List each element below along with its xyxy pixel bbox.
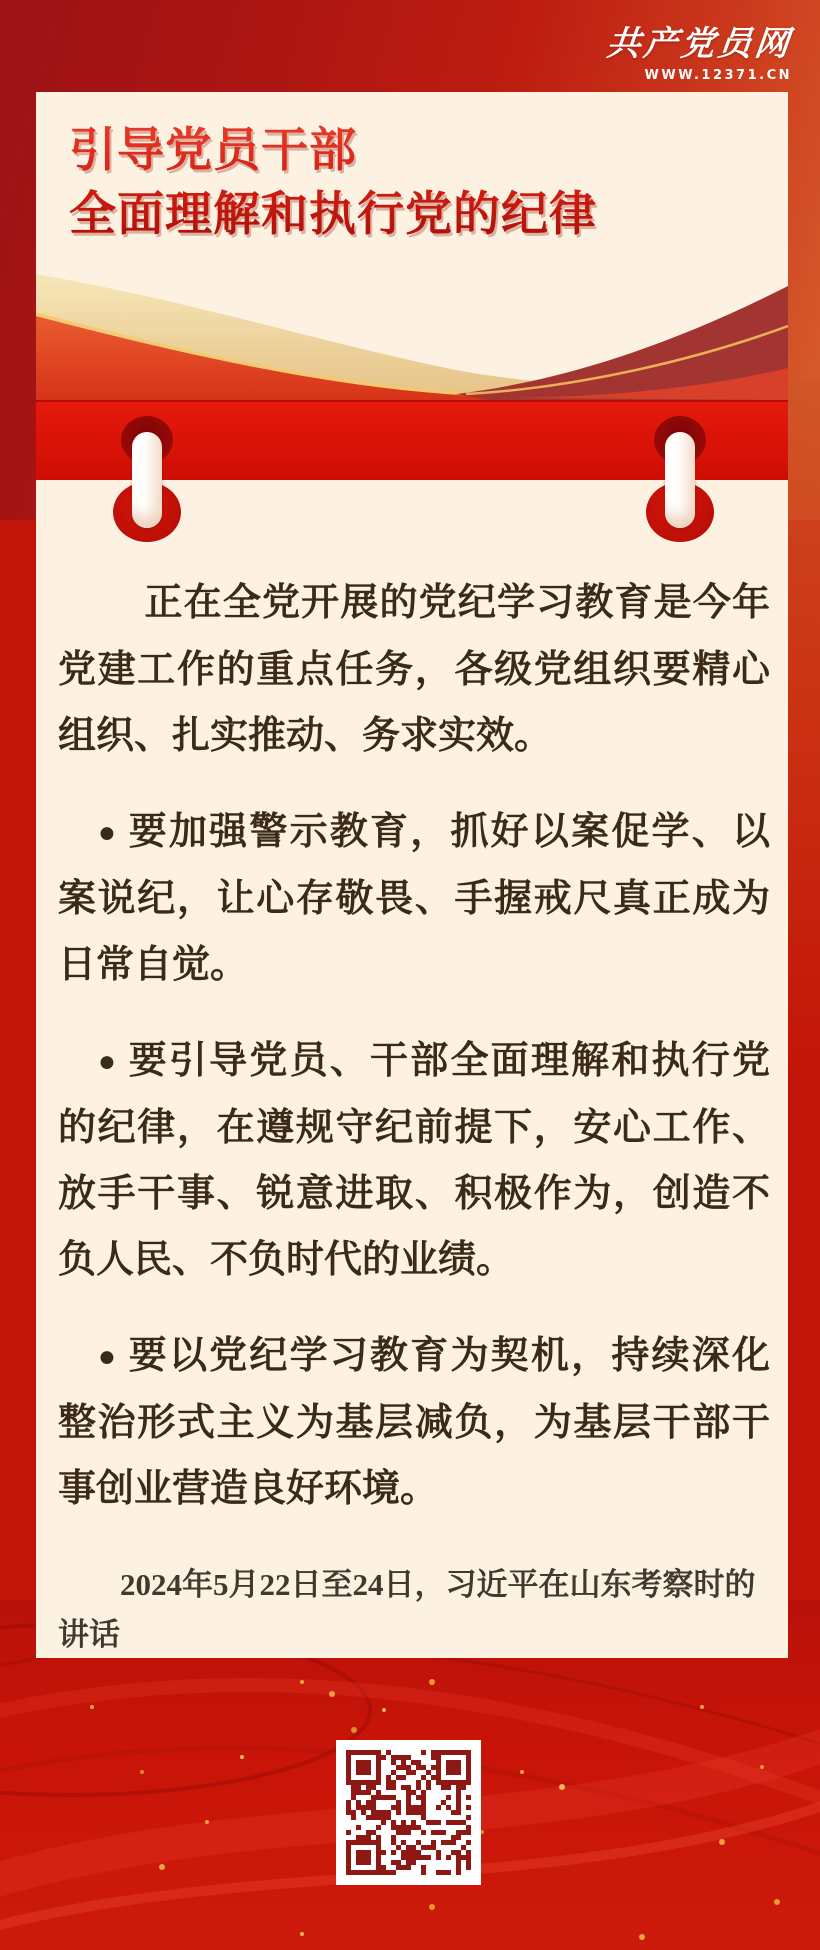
paragraph-text: 要加强警示教育，抓好以案促学、以案说纪，让心存敬畏、手握戒尺真正成为日常自觉。: [58, 811, 770, 986]
body-paragraph: [58, 799, 770, 998]
headline-line-1: 引导党员干部: [69, 123, 357, 176]
bullet-dot: ●: [97, 1045, 119, 1078]
calendar-pin-right: [665, 432, 695, 528]
calendar-pin-left: [132, 432, 162, 528]
quote-body: [58, 570, 770, 1660]
body-paragraph: [58, 1028, 770, 1293]
body-paragraph: [58, 570, 770, 769]
brand-logo: [604, 16, 794, 83]
paragraph-text: 要引导党员、干部全面理解和执行党的纪律，在遵规守纪前提下，安心工作、放手干事、锐意进取、积极作为，创造不负人民、不负时代的业绩。: [58, 1040, 770, 1281]
qr-panel: [336, 1740, 481, 1885]
headline-line-2: 全面理解和执行党的纪律: [69, 187, 597, 240]
gold-sparkles: [0, 1650, 4, 1654]
headline: [69, 118, 597, 246]
logo-wordmark: 共产党员网: [604, 24, 794, 64]
decorative-wave-band: [36, 242, 788, 400]
logo-url: WWW.12371.CN: [644, 68, 792, 83]
bullet-dot: ●: [97, 816, 119, 849]
bullet-dot: ●: [97, 1340, 119, 1373]
paragraph-text: 要以党纪学习教育为契机，持续深化整治形式主义为基层减负，为基层干部干事创业营造良好环境。: [58, 1335, 770, 1510]
quote-card: [36, 92, 788, 1658]
body-paragraph: [58, 1323, 770, 1522]
attribution: 2024年5月22日至24日，习近平在山东考察时的讲话: [58, 1567, 756, 1652]
qr-code: [346, 1750, 471, 1880]
paragraph-text: 正在全党开展的党纪学习教育是今年党建工作的重点任务，各级党组织要精心组织、扎实推动、务求实效。: [58, 582, 770, 757]
